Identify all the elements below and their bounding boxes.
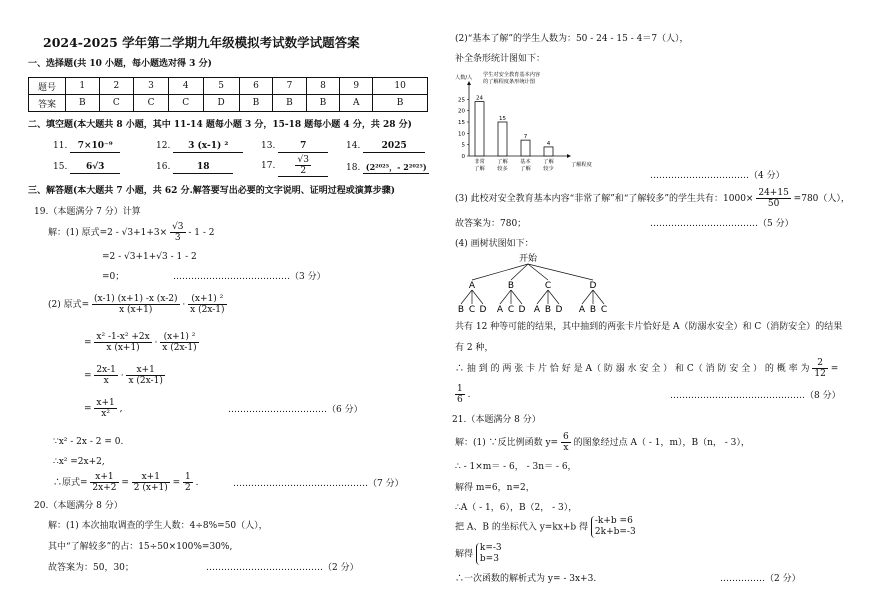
fill-no: 12. [156, 141, 171, 151]
fraction [132, 472, 170, 493]
q19-cond2: ∴x² =2x+2, [53, 457, 105, 467]
q20-line3: 故答案为：50，30； [48, 563, 134, 573]
right-column [452, 0, 850, 614]
fill-item-12 [156, 140, 243, 153]
q19-score2: ……………………………（6 分） [228, 405, 363, 415]
fill-answer: 6√3 [70, 161, 120, 174]
text: 解：(1) 原式=2 - √3+1+3× [48, 228, 168, 238]
q21-score1: ……………（2 分） [720, 574, 801, 584]
fraction [183, 472, 193, 493]
x-axis-arrow [567, 154, 571, 158]
q20-score1: …………………………………（2 分） [206, 563, 359, 573]
fraction [170, 222, 185, 243]
tree-node-level1: D [589, 281, 597, 291]
fill-answer: (2²⁰²⁵，- 2²⁰²⁵) [363, 161, 429, 174]
tree-branch [500, 290, 511, 304]
frac-num: x+1 [90, 472, 118, 483]
frac-den: 2 (x+1) [133, 483, 168, 493]
dot-operator: · [182, 300, 186, 310]
fill-no: 14. [346, 141, 361, 151]
frac-num: (x+1) ² [160, 332, 198, 343]
answer-table-row-numbers [29, 78, 428, 95]
answer-cell: D [203, 95, 239, 112]
tree-node-level2: A [496, 305, 504, 315]
q-number: 5 [203, 78, 239, 95]
answer-cell: B [239, 95, 273, 112]
q21-line4: ∴A（ - 1，6），B（2， - 3）， [455, 503, 578, 513]
q20-line2: 其中“了解较多”的占：15÷50×100%=30%, [48, 542, 233, 552]
tree-node-level2: B [589, 305, 597, 315]
q20-part4: (4) 画树状图如下： [455, 239, 534, 249]
text: 把 A、B 的坐标代入 y=kx+b 得 [455, 522, 589, 533]
bar [521, 140, 530, 156]
q19-line3: =0； [102, 272, 125, 282]
fraction [94, 332, 151, 353]
answer-cell: C [168, 95, 203, 112]
q20-part2: (2)“基本了解”的学生人数为：50 - 24 - 15 - 4＝7（人）， [455, 34, 689, 44]
q20-line1: 解：(1) 本次抽取调查的学生人数：4÷8%=50（人）， [48, 521, 268, 531]
frac-den: 2 [185, 483, 191, 493]
q20-heading: 20.（本题满分 8 分） [34, 501, 123, 511]
frac-den: 12 [814, 369, 826, 379]
bar-value-label: 7 [523, 134, 528, 141]
tree-node-level2: D [479, 305, 487, 315]
tree-branch [582, 290, 593, 304]
category-label: 了解 [474, 166, 485, 172]
text: = [830, 364, 839, 374]
bar [544, 147, 553, 156]
answer-cell: C [134, 95, 169, 112]
bar-value-label: 4 [546, 140, 551, 147]
answer-cell: B [373, 95, 428, 112]
frac-den: 50 [767, 199, 780, 209]
q20-part3-answer: 故答案为：780； [455, 219, 527, 229]
frac-den: 3 [174, 233, 181, 243]
comma: , [119, 404, 123, 414]
q-number: 10 [373, 78, 428, 95]
fill-item-14 [346, 140, 425, 153]
q19-score3: ………………………………………（7 分） [233, 479, 404, 489]
category-label: 了解 [543, 159, 554, 165]
equals: = [121, 478, 129, 488]
answer-cell: B [273, 95, 307, 112]
q-number: 8 [306, 78, 340, 95]
fill-item-13 [261, 140, 328, 153]
frac-num: 24+15 [758, 188, 789, 198]
text: 解：(1) ∵反比例函数 y= [455, 438, 559, 448]
section1-heading: 一、选择题(共 10 小题，每小题选对得 3 分) [28, 59, 212, 69]
y-tick-label: 20 [458, 108, 465, 115]
q21-line3: 解得 m=6，n=2， [455, 483, 535, 493]
text: ∴ 抽 到 的 两 张 卡 片 恰 好 是 A（ 防 溺 水 安 全 ） 和 C（ 消 防 安 全 ） 的 概 率 为 [455, 364, 810, 374]
tree-root: 开始 [518, 254, 538, 264]
fill-answer [278, 155, 328, 177]
fill-item-17 [261, 155, 328, 177]
fill-item-15 [53, 161, 120, 174]
q19-part2-line1 [48, 294, 227, 315]
text: (2) 原式= [48, 300, 90, 310]
tree-diagram [452, 252, 632, 318]
period: . [195, 478, 199, 488]
text: (3) 此校对安全教育基本内容“非常了解”和“了解较多”的学生共有：1000× [455, 194, 754, 204]
q-number: 7 [273, 78, 307, 95]
tree-node-level2: A [533, 305, 541, 315]
equals: = [84, 371, 92, 381]
answer-cell: B [66, 95, 100, 112]
q21-line5 [455, 516, 636, 538]
frac-den: x (x+1) [106, 343, 140, 353]
q19-score1: …………………………………（3 分） [173, 272, 326, 282]
tree-node-level2: D [518, 305, 526, 315]
q20-score4: ………………………………………（8 分） [670, 391, 841, 401]
answer-table-row-answers [29, 95, 428, 112]
fill-no: 18. [346, 163, 361, 173]
y-tick-label: 15 [458, 120, 465, 126]
equation-system [476, 543, 502, 565]
tree-node-level2: C [600, 305, 608, 315]
text: 解得 [455, 549, 474, 560]
fill-item-18 [346, 161, 429, 174]
equals: = [84, 338, 92, 348]
equation-system [591, 516, 636, 538]
q21-line1 [455, 432, 750, 453]
q20-score2: ……………………………（4 分） [650, 171, 785, 181]
q21-line7: ∴一次函数的解析式为 y= - 3x+3. [455, 574, 597, 584]
fraction [812, 358, 827, 379]
frac-num: √3 [172, 222, 184, 232]
fraction [126, 365, 164, 386]
fill-no: 15. [53, 162, 68, 172]
frac-num: 1 [457, 384, 463, 394]
frac-den: x² [101, 409, 110, 419]
y-tick-label: 5 [461, 142, 465, 149]
x-axis-label: 了解程度 [571, 162, 592, 168]
category-label: 了解 [520, 166, 531, 172]
frac-num: 6 [562, 432, 569, 442]
y-axis-arrow [467, 81, 471, 85]
fill-answer: 2025 [363, 140, 425, 153]
text: 的图象经过点 A（ - 1，m），B（n， - 3）， [573, 438, 750, 448]
q20-chart-intro: 补全条形统计图如下： [455, 54, 546, 64]
chart-title-line: 的了解程度条形统计图 [483, 79, 535, 85]
row-label-question: 题号 [29, 78, 66, 95]
q19-line1 [48, 222, 215, 243]
frac-num: (x-1) (x+1) -x (x-2) [94, 294, 178, 304]
answer-cell: B [306, 95, 340, 112]
bar-chart [455, 70, 605, 178]
q19-part2-line4 [84, 398, 123, 419]
tree-branch [593, 290, 604, 304]
q20-result-line2: 有 2 种， [455, 343, 494, 353]
q20-score3: ………………………………（5 分） [650, 219, 794, 229]
frac-num: (x+1) ² [188, 294, 226, 305]
frac-den: x (2x-1) [128, 376, 163, 386]
q19-heading: 19.（本题满分 7 分）计算 [34, 207, 141, 217]
q19-part2-line2 [84, 332, 199, 353]
frac-num: 2x-1 [96, 365, 116, 375]
category-label: 了解 [497, 159, 508, 165]
frac-den: x (x+1) [119, 305, 153, 315]
section2-heading: 二、填空题(本大题共 8 小题，其中 11-14 题每小题 3 分，15-18 题每小题 4 分，共 28 分) [28, 120, 412, 130]
q19-cond1: ∵x² - 2x - 2 = 0. [53, 437, 124, 447]
tree-branch [472, 290, 483, 304]
q20-part3 [455, 188, 850, 209]
equation: k=-3 [479, 543, 502, 553]
frac-den: 6 [457, 395, 463, 405]
tree-branch [511, 290, 522, 304]
bar [498, 122, 507, 156]
category-label: 较少 [543, 166, 554, 172]
fraction [90, 472, 118, 493]
fill-no: 11. [53, 141, 68, 151]
dot-operator: · [154, 338, 158, 348]
text: - 1 - 2 [188, 228, 215, 238]
tree-node-level1: A [468, 281, 476, 291]
equals: = [172, 478, 181, 488]
fraction [94, 365, 117, 386]
frac-num: 2 [812, 358, 827, 369]
q19-part2-line3 [84, 365, 165, 386]
frac-den: x [563, 443, 569, 453]
tree-node-level1: B [507, 281, 515, 291]
q-number: 2 [99, 78, 134, 95]
fraction [94, 398, 116, 419]
y-axis-label: 人数/人 [455, 75, 473, 81]
q-number: 1 [66, 78, 100, 95]
tree-branch [548, 290, 559, 304]
page-title: 2024-2025 学年第二学期九年级模拟考试数学试题答案 [43, 35, 360, 50]
fill-item-16 [156, 161, 233, 174]
bar-value-label: 15 [499, 116, 506, 122]
q19-line2: =2 - √3+1+√3 - 1 - 2 [102, 252, 197, 262]
category-label: 非常 [474, 159, 485, 165]
q21-line6 [455, 543, 502, 565]
frac-den: 2x+2 [92, 483, 117, 493]
frac-den: x (2x-1) [190, 305, 225, 315]
equals: = [84, 404, 92, 414]
fraction [92, 294, 179, 315]
q20-probability-result [455, 384, 470, 405]
q-number: 3 [134, 78, 169, 95]
dot-operator: · [120, 371, 124, 381]
y-tick-label: 0 [461, 154, 465, 160]
text: =780（人）， [793, 194, 850, 204]
period: . [467, 390, 471, 400]
left-column [28, 0, 428, 614]
answer-cell: A [340, 95, 373, 112]
category-label: 基本 [520, 159, 531, 165]
tree-node-level2: C [507, 305, 515, 315]
tree-node-level2: B [457, 305, 465, 315]
frac-num: x² -1-x² +2x [96, 332, 150, 342]
frac-num: x+1 [126, 365, 164, 376]
equation: b=3 [479, 554, 499, 564]
answer-cell: C [99, 95, 134, 112]
frac-den: x [103, 376, 109, 386]
y-tick-label: 25 [458, 97, 465, 104]
frac-den: 2 [300, 166, 307, 176]
equation: 2k+b=-3 [594, 527, 636, 537]
tree-node-level2: B [544, 305, 552, 315]
section3-heading: 三、解答题(本大题共 7 小题，共 62 分.解答要写出必要的文字说明、证明过程或演算步骤) [28, 186, 395, 196]
q21-heading: 21.（本题满分 8 分） [452, 415, 541, 425]
equation: -k+b =6 [594, 516, 633, 526]
tree-branch [461, 290, 472, 304]
tree-node-level2: A [578, 305, 586, 315]
q20-result-line1: 共有 12 种等可能的结果，其中抽到的两张卡片恰好是 A（防溺水安全）和 C（消防安全）的结果 [455, 322, 843, 332]
fill-answer: 7 [278, 140, 328, 153]
fraction [160, 332, 198, 353]
q-number: 6 [239, 78, 273, 95]
q-number: 9 [340, 78, 373, 95]
q20-probability [455, 358, 838, 379]
frac-num: √3 [297, 155, 309, 165]
fill-answer: 3 (x-1) ² [173, 140, 243, 153]
q21-line2: ∴ - 1×m＝ - 6， - 3n＝ - 6， [455, 462, 577, 472]
answer-table [28, 77, 428, 112]
fill-answer-fraction [295, 155, 310, 176]
frac-num: 1 [185, 472, 191, 482]
fill-no: 13. [261, 141, 276, 151]
tree-node-level2: C [468, 305, 476, 315]
chart-title-line: 学生对安全教育基本内容 [483, 72, 541, 78]
frac-den: x (2x-1) [162, 343, 197, 353]
tree-node-level1: C [544, 281, 552, 291]
tree-node-level2: D [555, 305, 563, 315]
row-label-answer: 答案 [29, 95, 66, 112]
fill-no: 17. [261, 161, 276, 171]
category-label: 较多 [497, 166, 508, 172]
y-tick-label: 10 [458, 131, 465, 138]
fill-answer: 7×10⁻⁹ [70, 140, 120, 153]
frac-num: x+1 [132, 472, 170, 483]
q19-cond3 [53, 472, 199, 493]
fill-answer: 18 [173, 161, 233, 174]
bar [475, 102, 484, 156]
q-number: 4 [168, 78, 203, 95]
fraction [756, 188, 790, 209]
fraction [188, 294, 226, 315]
fill-no: 16. [156, 162, 171, 172]
fraction [561, 432, 571, 453]
text: ∴原式= [53, 478, 88, 488]
frac-num: x+1 [96, 398, 115, 408]
tree-branch [537, 290, 548, 304]
fill-item-11 [53, 140, 120, 153]
fraction [455, 384, 465, 405]
bar-value-label: 24 [476, 95, 483, 102]
